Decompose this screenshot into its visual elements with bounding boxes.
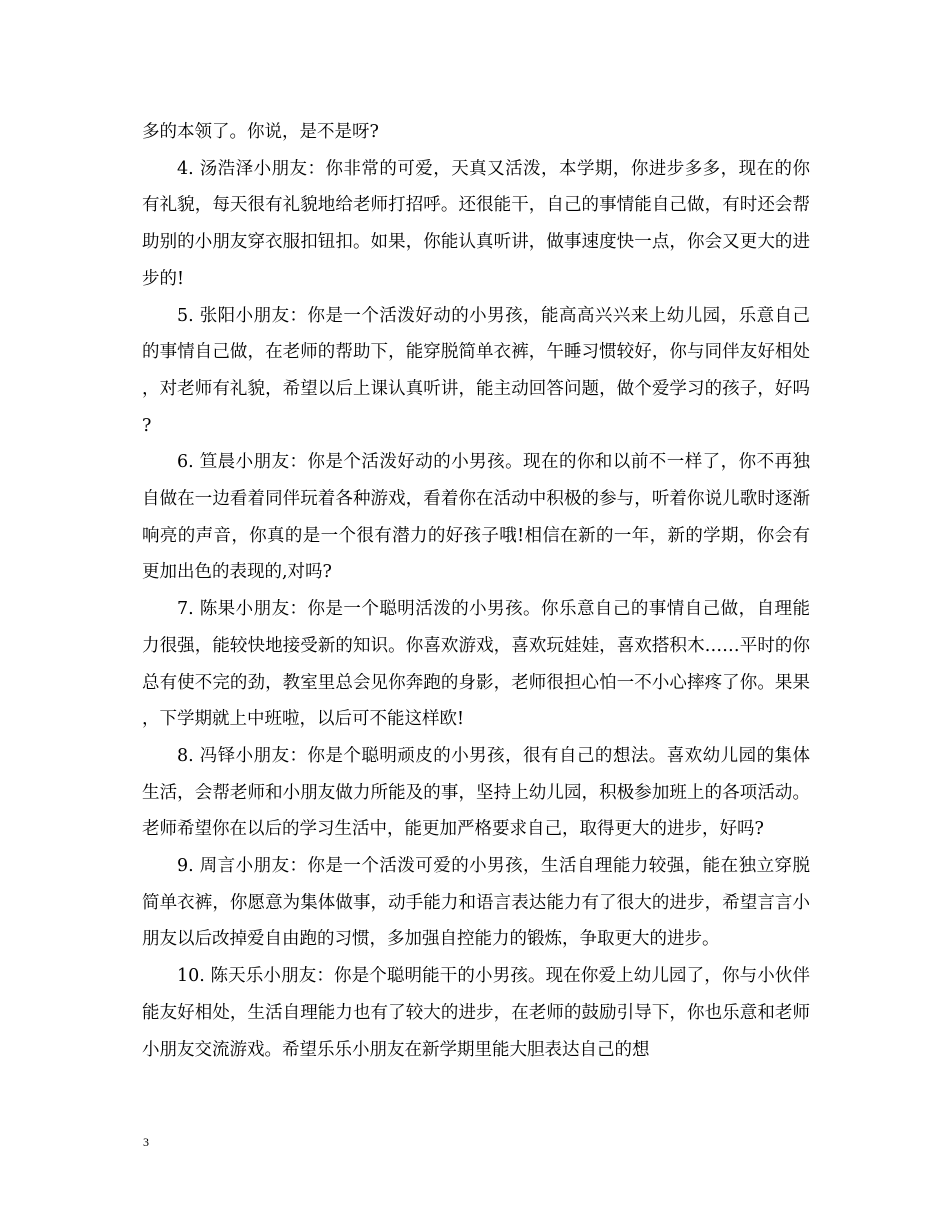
paragraph-item-4: 4. 汤浩泽小朋友：你非常的可爱，天真又活泼，本学期，你进步多多，现在的你有礼貌，每天很有礼貌地给老师打招呼。还很能干，自己的事情能自己做，有时还会帮助别的小朋友穿衣服扣钮扣。如果，你能认真听讲，做事速度快一点，你会又更大的进步的! [142,158,810,289]
body-text [142,114,810,1068]
paragraph-item-10: 10. 陈天乐小朋友：你是个聪明能干的小男孩。现在你爱上幼儿园了，你与小伙伴能友好相处，生活自理能力也有了较大的进步，在老师的鼓励引导下，你也乐意和老师小朋友交流游戏。希望乐乐小朋友在新学期里能大胆表达自己的想 [142,966,810,1060]
paragraph-item-9: 9. 周言小朋友：你是一个活泼可爱的小男孩，生活自理能力较强，能在独立穿脱简单衣裤，你愿意为集体做事，动手能力和语言表达能力有了很大的进步，希望言言小朋友以后改掉爱自由跑的习惯，多加强自控能力的锻炼，争取更大的进步。 [142,856,810,950]
paragraph-item-6: 6. 笪晨小朋友：你是个活泼好动的小男孩。现在的你和以前不一样了，你不再独自做在一边看着同伴玩着各种游戏，看着你在活动中积极的参与，听着你说儿歌时逐渐响亮的声音，你真的是一个很有潜力的好孩子哦!相信在新的一年，新的学期，你会有更加出色的表现的,对吗? [142,452,810,583]
paragraph-item-7: 7. 陈果小朋友：你是一个聪明活泼的小男孩。你乐意自己的事情自己做，自理能力很强，能较快地接受新的知识。你喜欢游戏，喜欢玩娃娃，喜欢搭积木……平时的你总有使不完的劲，教室里总会见你奔跑的身影，老师很担心怕一不小心摔疼了你。果果，下学期就上中班啦，以后可不能这样欧! [142,599,810,730]
paragraph-item-8: 8. 冯铎小朋友：你是个聪明顽皮的小男孩，很有自己的想法。喜欢幼儿园的集体生活，会帮老师和小朋友做力所能及的事，坚持上幼儿园，积极参加班上的各项活动。老师希望你在以后的学习生活中，能更加严格要求自己，取得更大的进步，好吗? [142,745,810,840]
page-number: 3 [143,1135,149,1149]
paragraph-continuation: 多的本领了。你说，是不是呀? [142,122,379,142]
paragraph-item-5: 5. 张阳小朋友：你是一个活泼好动的小男孩，能高高兴兴来上幼儿园，乐意自己的事情自己做，在老师的帮助下，能穿脱简单衣裤，午睡习惯较好，你与同伴友好相处，对老师有礼貌，希望以后上课认真听讲，能主动回答问题，做个爱学习的孩子，好吗? [142,305,810,436]
